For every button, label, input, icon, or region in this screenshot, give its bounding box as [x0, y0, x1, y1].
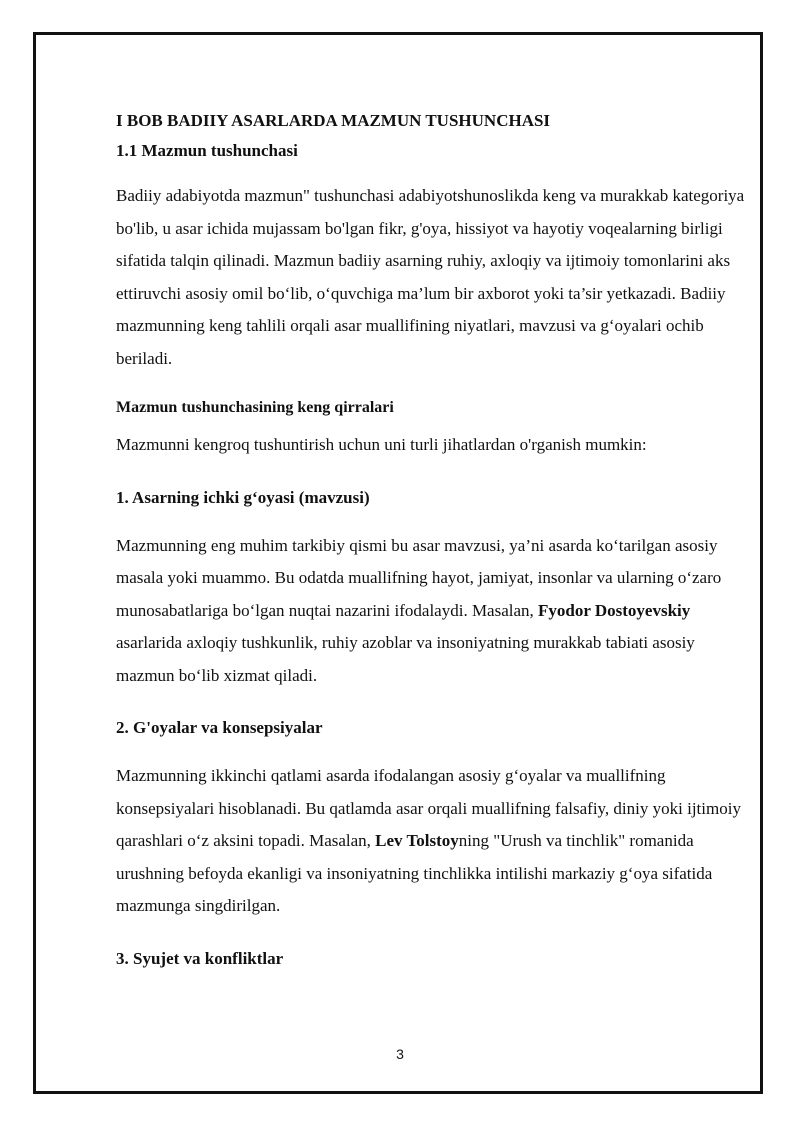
subheading: Mazmun tushunchasining keng qirralari — [116, 399, 394, 416]
point1-text-before: Mazmunning eng muhim tarkibiy qismi bu asar mavzusi, ya’ni asarda ko‘tarilgan asosiy masala yoki muammo. Bu odatda muallifning hayot, jamiyat, insonlar va ularning o‘zaro munosabatlariga bo‘lgan nuqtai nazarini ifodalaydi. Masalan, — [116, 535, 722, 620]
intro-paragraph: Badiiy adabiyotda mazmun" tushunchasi adabiyotshunoslikda keng va murakkab kategoriya bo'lib, u asar ichida mujassam bo'lgan fikr, g'oya, hissiyot va hayotiy voqealarning birligi sifatida talqin qilinadi. Mazmun badiiy asarning ruhiy, axloqiy va ijtimoiy tomonlarini aks ettiruvchi asosiy omil bo‘lib, o‘quvchiga ma’lum bir axborot yoki ta’sir yetkazadi. Badiiy mazmunning keng tahlili orqali asar muallifining niyatlari, mavzusi va g‘oyalari ochib beriladi. — [116, 186, 745, 368]
point1-text-after: asarlarida axloqiy tushkunlik, ruhiy azoblar va insoniyatning murakkab tabiati asosiy mazmun bo‘lib xizmat qiladi. — [116, 633, 695, 685]
point1-bold-name: Fyodor Dostoyevskiy — [538, 600, 691, 620]
point2-bold-name: Lev Tolstoy — [375, 831, 459, 850]
page-content — [116, 108, 746, 971]
point1-paragraph — [116, 530, 746, 693]
point3-heading: 3. Syujet va konfliktlar — [116, 948, 284, 968]
section-title: 1.1 Mazmun tushunchasi — [116, 141, 298, 160]
point2-text-after: ning "Urush va tinchlik" romanida urushning befoyda ekanligi va insoniyatning tinchlikka intilishi markaziy g‘oya sifatida mazmunga singdirilgan. — [116, 831, 713, 915]
chapter-title: I BOB BADIIY ASARLARDA MAZMUN TUSHUNCHASI — [116, 111, 551, 130]
point2-heading: 2. G'oyalar va konsepsiyalar — [116, 718, 323, 737]
point2-paragraph — [116, 760, 746, 923]
point2-text-before: Mazmunning ikkinchi qatlami asarda ifodalangan asosiy g‘oyalar va muallifning konsepsiyalari hisoblanadi. Bu qatlamda asar orqali muallifning falsafiy, diniy yoki ijtimoiy qarashlari o‘z aksini topadi. Masalan, — [116, 766, 741, 850]
lead-paragraph: Mazmunni kengroq tushuntirish uchun uni turli jihatlardan o'rganish mumkin: — [116, 435, 647, 454]
page-number: 3 — [396, 1046, 404, 1062]
point1-heading: 1. Asarning ichki g‘oyasi (mavzusi) — [116, 487, 370, 507]
